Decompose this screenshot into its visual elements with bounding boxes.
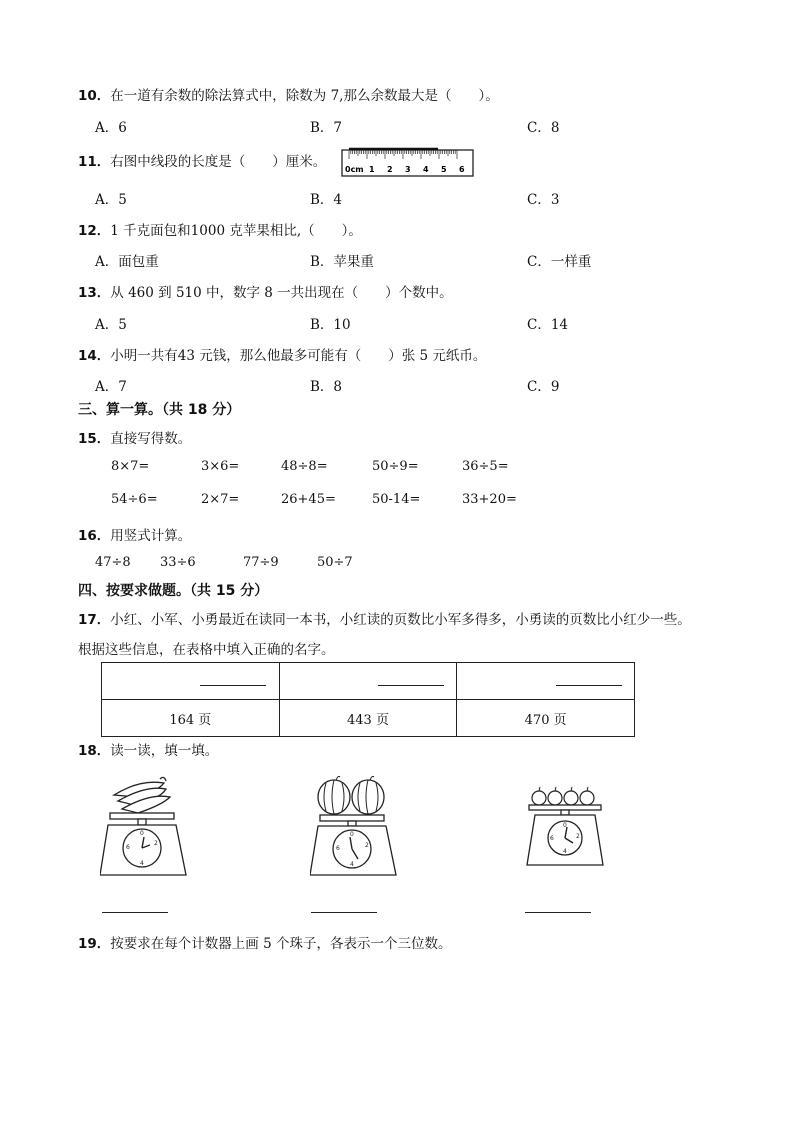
ruler-label-6: 6 bbox=[459, 165, 465, 174]
pages-cell-2: 443 页 bbox=[279, 700, 457, 737]
q16-item-2: 33÷6 bbox=[160, 555, 196, 570]
question-17-line-2: 根据这些信息，在表格中填入正确的名字。 bbox=[78, 642, 335, 658]
q13-option-c[interactable]: C．14 bbox=[527, 317, 569, 333]
pages-cell-3: 470 页 bbox=[457, 700, 635, 737]
pages-cell-1: 164 页 bbox=[102, 700, 280, 737]
ruler-label-0: 0cm bbox=[345, 165, 364, 174]
svg-text:4: 4 bbox=[563, 848, 567, 855]
scale-with-bananas-figure bbox=[100, 775, 190, 879]
names-table bbox=[101, 662, 635, 737]
ruler-label-1: 1 bbox=[369, 165, 375, 174]
q15-item-6: 54÷6= bbox=[111, 492, 158, 507]
ruler-label-3: 3 bbox=[405, 165, 411, 174]
q16-item-1: 47÷8 bbox=[95, 555, 131, 570]
section-3-title: 三、算一算。（共 18 分） bbox=[78, 402, 241, 418]
question-19: 19．按要求在每个计数器上画 5 个珠子，各表示一个三位数。 bbox=[78, 936, 452, 952]
question-15: 15．直接写得数。 bbox=[78, 431, 192, 447]
ruler-label-4: 4 bbox=[423, 165, 429, 174]
ruler-label-2: 2 bbox=[387, 165, 393, 174]
question-11: 11．右图中线段的长度是（ ）厘米。 bbox=[78, 154, 327, 170]
svg-text:6: 6 bbox=[550, 835, 554, 842]
name-blank-3[interactable] bbox=[556, 673, 622, 686]
answer-blank-3[interactable] bbox=[525, 912, 591, 913]
table-row bbox=[102, 663, 635, 700]
q15-item-3: 48÷8= bbox=[281, 459, 328, 474]
q15-item-9: 50-14= bbox=[372, 492, 421, 507]
q15-item-7: 2×7= bbox=[201, 492, 240, 507]
q10-option-b[interactable]: B．7 bbox=[310, 120, 343, 136]
q14-option-b[interactable]: B．8 bbox=[310, 379, 343, 395]
svg-text:0: 0 bbox=[350, 831, 354, 838]
question-16: 16．用竖式计算。 bbox=[78, 528, 192, 544]
name-blank-1[interactable] bbox=[200, 673, 266, 686]
q16-item-4: 50÷7 bbox=[317, 555, 353, 570]
q11-option-a[interactable]: A．5 bbox=[95, 192, 127, 208]
svg-text:2: 2 bbox=[576, 833, 580, 840]
svg-text:6: 6 bbox=[126, 844, 130, 851]
svg-text:2: 2 bbox=[365, 842, 369, 849]
q10-option-c[interactable]: C．8 bbox=[527, 120, 560, 136]
question-14: 14．小明一共有43 元钱，那么他最多可能有（ ）张 5 元纸币。 bbox=[78, 348, 487, 364]
svg-text:4: 4 bbox=[350, 861, 354, 868]
scale-with-apples-figure bbox=[525, 783, 607, 871]
q13-option-a[interactable]: A．5 bbox=[95, 317, 127, 333]
ruler-label-5: 5 bbox=[441, 165, 447, 174]
section-4-title: 四、按要求做题。（共 15 分） bbox=[78, 583, 269, 599]
q13-option-b[interactable]: B．10 bbox=[310, 317, 351, 333]
q15-item-5: 36÷5= bbox=[462, 459, 509, 474]
ruler-figure bbox=[341, 146, 475, 178]
name-cell-2[interactable] bbox=[279, 663, 457, 700]
question-10: 10．在一道有余数的除法算式中，除数为 7,那么余数最大是（ ）。 bbox=[78, 88, 499, 104]
q15-item-8: 26+45= bbox=[281, 492, 336, 507]
q12-option-b[interactable]: B．苹果重 bbox=[310, 254, 374, 270]
name-cell-3[interactable] bbox=[457, 663, 635, 700]
scale-with-watermelons-figure bbox=[310, 775, 400, 879]
question-17: 17．小红、小军、小勇最近在读同一本书，小红读的页数比小军多得多，小勇读的页数比小红少一些。 bbox=[78, 612, 691, 628]
q14-option-a[interactable]: A．7 bbox=[95, 379, 127, 395]
svg-text:0: 0 bbox=[140, 830, 144, 837]
question-18: 18．读一读，填一填。 bbox=[78, 743, 219, 759]
question-12: 12．1 千克面包和1000 克苹果相比,（ ）。 bbox=[78, 223, 362, 239]
q15-item-1: 8×7= bbox=[111, 459, 150, 474]
svg-text:6: 6 bbox=[336, 845, 340, 852]
q12-option-a[interactable]: A．面包重 bbox=[95, 254, 159, 270]
question-13: 13．从 460 到 510 中，数字 8 一共出现在（ ）个数中。 bbox=[78, 285, 453, 301]
q15-item-10: 33+20= bbox=[462, 492, 517, 507]
q12-option-c[interactable]: C．一样重 bbox=[527, 254, 592, 270]
table-row bbox=[102, 700, 635, 737]
q11-option-b[interactable]: B．4 bbox=[310, 192, 343, 208]
q16-item-3: 77÷9 bbox=[243, 555, 279, 570]
q14-option-c[interactable]: C．9 bbox=[527, 379, 560, 395]
q15-item-4: 50÷9= bbox=[372, 459, 419, 474]
svg-text:4: 4 bbox=[140, 860, 144, 867]
q11-option-c[interactable]: C．3 bbox=[527, 192, 560, 208]
svg-text:2: 2 bbox=[154, 840, 158, 847]
name-blank-2[interactable] bbox=[378, 673, 444, 686]
answer-blank-1[interactable] bbox=[102, 912, 168, 913]
svg-text:0: 0 bbox=[563, 822, 567, 829]
answer-blank-2[interactable] bbox=[311, 912, 377, 913]
name-cell-1[interactable] bbox=[102, 663, 280, 700]
q15-item-2: 3×6= bbox=[201, 459, 240, 474]
q10-option-a[interactable]: A．6 bbox=[95, 120, 127, 136]
